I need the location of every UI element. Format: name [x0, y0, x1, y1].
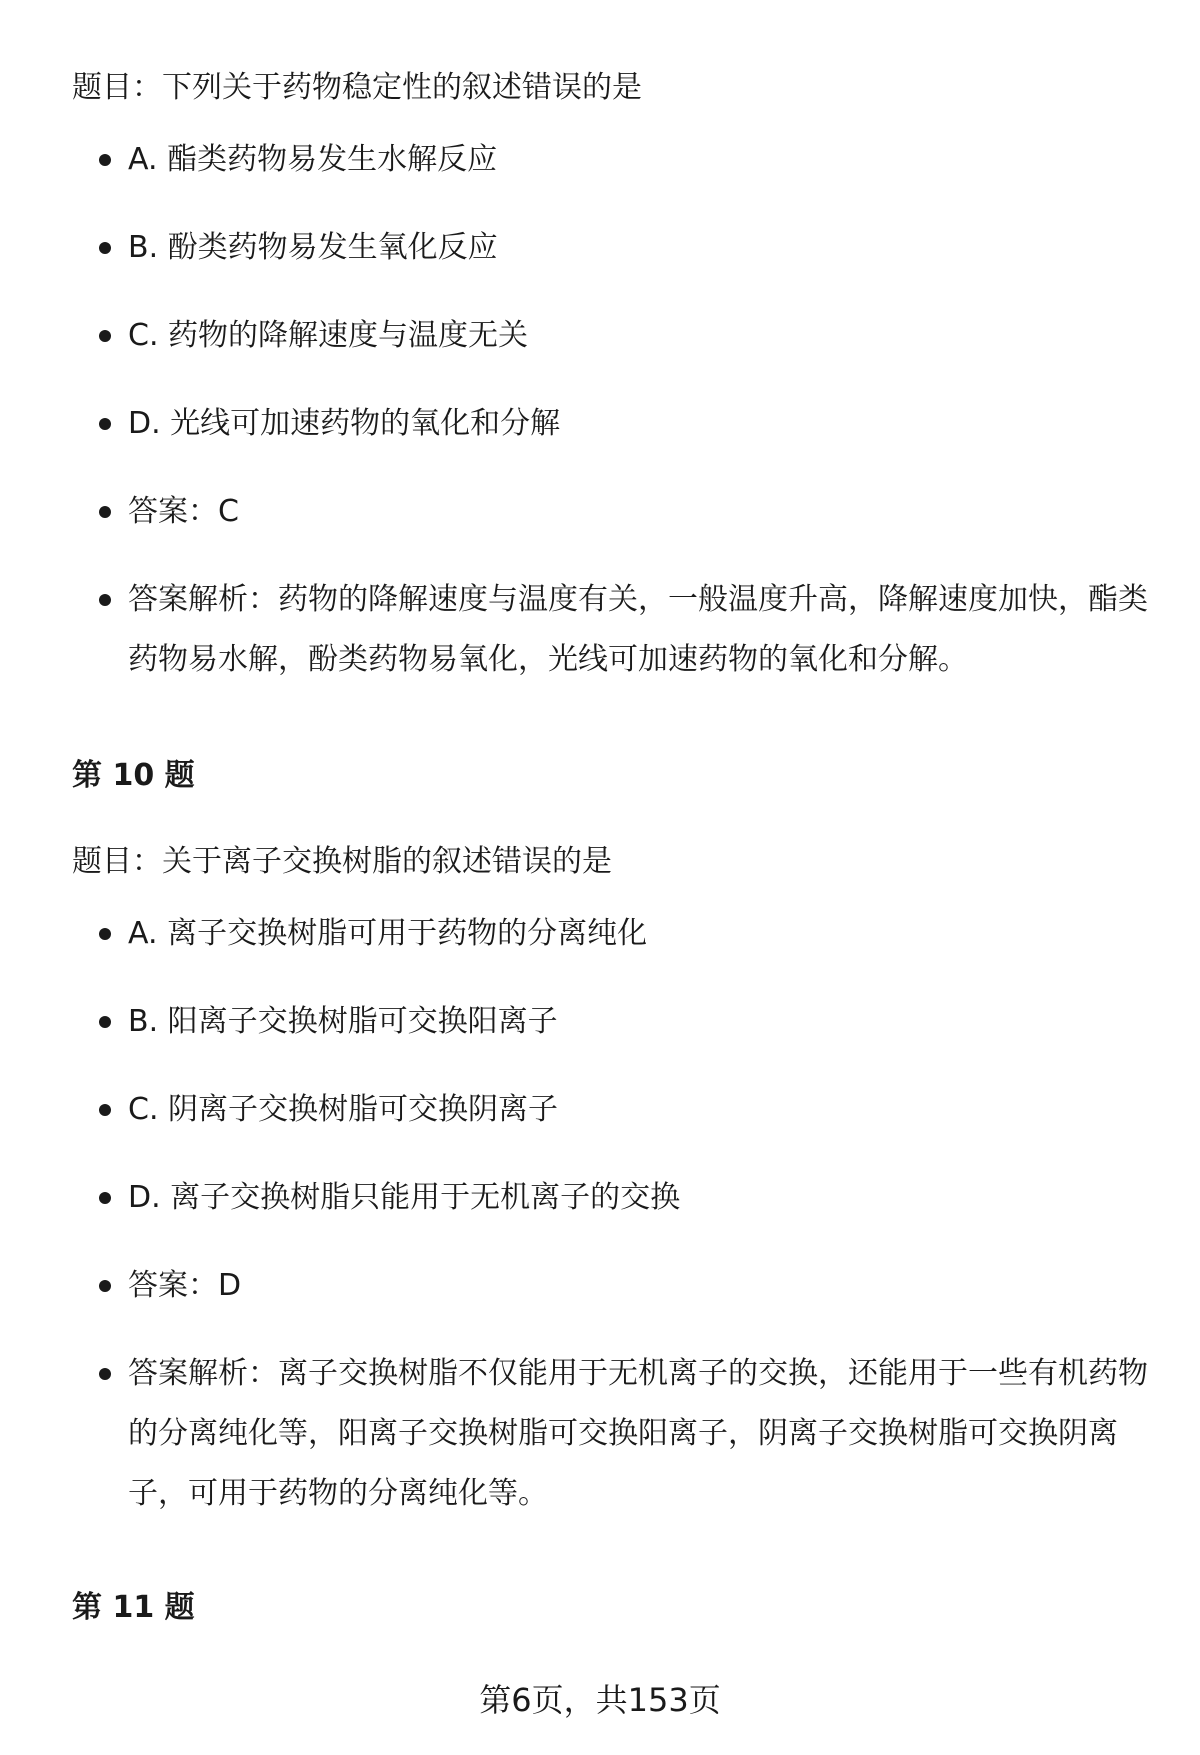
q9-analysis: 答案解析：药物的降解速度与温度有关，一般温度升高，降解速度加快，酯类药物易水解，酚类药物易氧化，光线可加速药物的氧化和分解。: [72, 570, 1152, 690]
q10-option-d: D. 离子交换树脂只能用于无机离子的交换: [72, 1168, 1152, 1228]
q10-option-c: C. 阴离子交换树脂可交换阴离子: [72, 1080, 1152, 1140]
q10-stem: 题目：关于离子交换树脂的叙述错误的是: [72, 844, 612, 879]
q9-answer: 答案：C: [72, 482, 1152, 542]
q9-option-a: A. 酯类药物易发生水解反应: [72, 130, 1152, 190]
q9-option-d: D. 光线可加速药物的氧化和分解: [72, 394, 1152, 454]
q9-option-c: C. 药物的降解速度与温度无关: [72, 306, 1152, 366]
q10-answer: 答案：D: [72, 1256, 1152, 1316]
q9-options-list: [72, 130, 1152, 690]
q10-option-b: B. 阳离子交换树脂可交换阳离子: [72, 992, 1152, 1052]
q9-option-b: B. 酚类药物易发生氧化反应: [72, 218, 1152, 278]
q10-options-list: [72, 904, 1152, 1524]
q10-heading: 第 10 题: [72, 758, 195, 793]
q9-stem: 题目：下列关于药物稳定性的叙述错误的是: [72, 70, 642, 105]
page-number-footer: 第6页，共153页: [479, 1681, 721, 1719]
q10-option-a: A. 离子交换树脂可用于药物的分离纯化: [72, 904, 1152, 964]
q10-analysis: 答案解析：离子交换树脂不仅能用于无机离子的交换，还能用于一些有机药物的分离纯化等，阳离子交换树脂可交换阳离子，阴离子交换树脂可交换阴离子，可用于药物的分离纯化等。: [72, 1344, 1152, 1524]
q11-heading: 第 11 题: [72, 1590, 195, 1625]
